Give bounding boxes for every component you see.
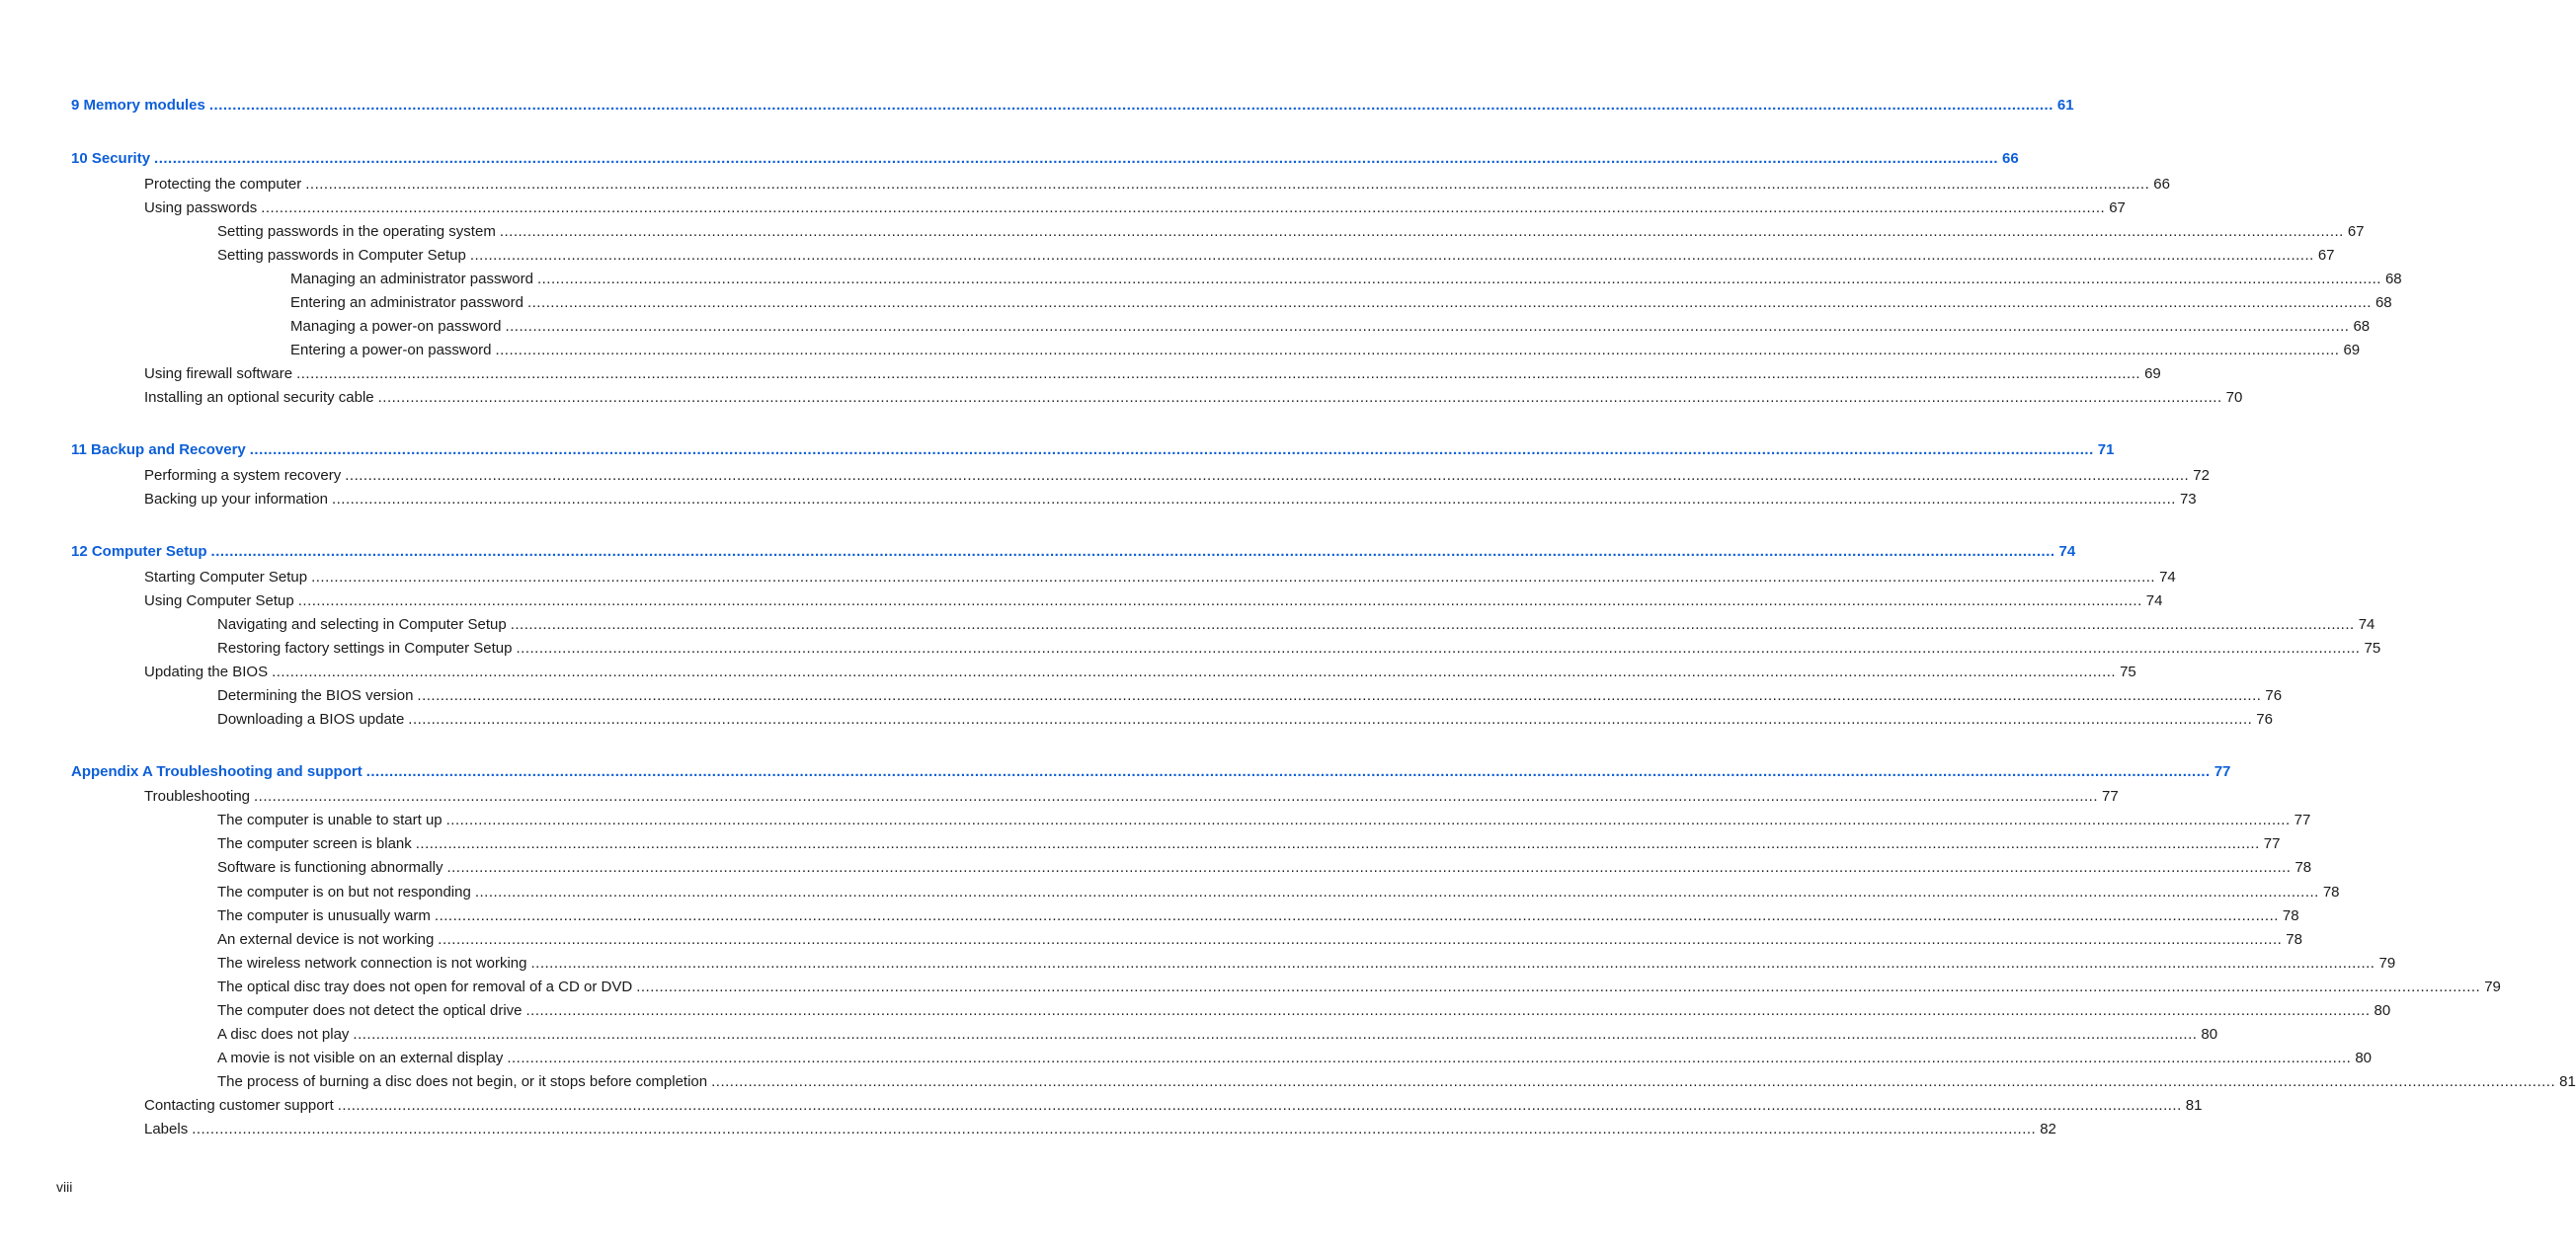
toc-entry-label: Managing an administrator password	[290, 271, 533, 287]
toc-entry[interactable]	[144, 567, 2176, 588]
toc-entry[interactable]	[217, 857, 2312, 879]
toc-entry-page: 71	[2097, 441, 2115, 458]
toc-entry-label: The computer does not detect the optical drive	[217, 1002, 523, 1019]
toc-entry[interactable]	[217, 882, 2340, 903]
toc-entry-page: 61	[2056, 97, 2074, 114]
toc-entry-label: The computer is unable to start up	[217, 812, 443, 828]
dot-leader: ................................................................................................................................................................................................................................................................................................................................................................................................................	[210, 543, 2055, 560]
toc-entry-label: Navigating and selecting in Computer Setup	[217, 616, 507, 633]
toc-entry-page: 77	[2214, 763, 2231, 780]
toc-chapter-entry[interactable]	[71, 541, 2076, 563]
toc-entry-page: 75	[2364, 640, 2381, 657]
toc-entry-page: 68	[2375, 294, 2392, 311]
toc-entry[interactable]	[217, 1071, 2576, 1093]
dot-leader: ................................................................................................................................................................................................................................................................................................................................................................................................................	[254, 788, 2099, 805]
toc-entry[interactable]	[217, 245, 2335, 267]
toc-entry-label: The computer screen is blank	[217, 835, 412, 852]
toc-entry[interactable]	[290, 269, 2402, 290]
toc-entry-page: 76	[2265, 687, 2283, 704]
toc-entry-label: Using firewall software	[144, 365, 293, 382]
toc-entry-page: 69	[2144, 365, 2161, 382]
toc-entry-page: 78	[2294, 859, 2312, 876]
toc-entry[interactable]	[144, 363, 2161, 385]
toc-entry[interactable]	[290, 292, 2392, 314]
dot-leader: ................................................................................................................................................................................................................................................................................................................................................................................................................	[311, 569, 2156, 586]
toc-entry-label: Restoring factory settings in Computer Setup	[217, 640, 513, 657]
toc-entry-label: Troubleshooting	[144, 788, 251, 805]
toc-entry[interactable]	[144, 1119, 2056, 1140]
toc-chapter-entry[interactable]	[71, 439, 2115, 461]
toc-entry-label: Updating the BIOS	[144, 664, 269, 680]
toc-entry[interactable]	[217, 221, 2365, 243]
toc-entry-label: Setting passwords in the operating system	[217, 223, 496, 240]
toc-entry[interactable]	[217, 977, 2501, 998]
dot-leader: ................................................................................................................................................................................................................................................................................................................................................................................................................	[415, 835, 2260, 852]
toc-chapter-entry[interactable]	[71, 761, 2231, 783]
toc-entry[interactable]	[217, 1048, 2373, 1069]
toc-entry-page: 79	[2378, 955, 2396, 972]
toc-entry-label: Contacting customer support	[144, 1097, 334, 1114]
toc-entry-label: Appendix A Troubleshooting and support	[71, 763, 362, 780]
toc-entry-page: 80	[2201, 1026, 2218, 1043]
toc-entry-label: Protecting the computer	[144, 176, 302, 193]
toc-entry-label: Backing up your information	[144, 491, 328, 508]
toc-entry-page: 74	[2145, 592, 2163, 609]
toc-entry-page: 77	[2263, 835, 2281, 852]
toc-entry-page: 74	[2358, 616, 2375, 633]
toc-entry-label: The process of burning a disc does not begin, or it stops before completion	[217, 1073, 708, 1090]
toc-entry-label: Entering an administrator password	[290, 294, 523, 311]
dot-leader: ................................................................................................................................................................................................................................................................................................................................................................................................................	[536, 271, 2381, 287]
toc-entry-label: Entering a power-on password	[290, 342, 492, 358]
toc-entry-page: 66	[2002, 150, 2019, 167]
dot-leader: ................................................................................................................................................................................................................................................................................................................................................................................................................	[507, 1050, 2352, 1066]
toc-entry-label: A disc does not play	[217, 1026, 350, 1043]
dot-leader: ................................................................................................................................................................................................................................................................................................................................................................................................................	[261, 199, 2106, 216]
dot-leader: ................................................................................................................................................................................................................................................................................................................................................................................................................	[417, 687, 2262, 704]
toc-entry-label: The computer is unusually warm	[217, 907, 431, 924]
toc-entry-page: 69	[2343, 342, 2361, 358]
toc-entry[interactable]	[217, 810, 2311, 831]
dot-leader: ................................................................................................................................................................................................................................................................................................................................................................................................................	[499, 223, 2344, 240]
toc-entry-label: The optical disc tray does not open for removal of a CD or DVD	[217, 979, 633, 995]
toc-entry-label: 10 Security	[71, 150, 151, 167]
toc-entry-page: 81	[2185, 1097, 2203, 1114]
toc-entry[interactable]	[217, 709, 2273, 731]
toc-entry[interactable]	[144, 1095, 2203, 1117]
dot-leader: ................................................................................................................................................................................................................................................................................................................................................................................................................	[296, 365, 2141, 382]
toc-entry[interactable]	[144, 387, 2243, 409]
toc-entry-page: 74	[2058, 543, 2076, 560]
toc-entry-page: 70	[2225, 389, 2243, 406]
dot-leader: ................................................................................................................................................................................................................................................................................................................................................................................................................	[525, 1002, 2371, 1019]
dot-leader: ................................................................................................................................................................................................................................................................................................................................................................................................................	[495, 342, 2340, 358]
dot-leader: ................................................................................................................................................................................................................................................................................................................................................................................................................	[636, 979, 2481, 995]
toc-entry-page: 67	[2317, 247, 2335, 264]
toc-entry-label: The computer is on but not responding	[217, 884, 471, 901]
dot-leader: ................................................................................................................................................................................................................................................................................................................................................................................................................	[438, 931, 2283, 948]
toc-entry-page: 79	[2484, 979, 2501, 995]
toc-entry-page: 77	[2102, 788, 2119, 805]
dot-leader: ................................................................................................................................................................................................................................................................................................................................................................................................................	[516, 640, 2361, 657]
toc-entry-page: 82	[2040, 1121, 2056, 1137]
toc-entry-page: 80	[2355, 1050, 2373, 1066]
dot-leader: ................................................................................................................................................................................................................................................................................................................................................................................................................	[408, 711, 2253, 728]
toc-entry[interactable]	[144, 465, 2210, 487]
toc-entry-page: 74	[2159, 569, 2176, 586]
dot-leader: ................................................................................................................................................................................................................................................................................................................................................................................................................	[365, 763, 2211, 780]
toc-entry-label: Starting Computer Setup	[144, 569, 308, 586]
toc-entry-page: 73	[2179, 491, 2197, 508]
dot-leader: ................................................................................................................................................................................................................................................................................................................................................................................................................	[711, 1073, 2556, 1090]
toc-chapter-entry[interactable]	[71, 148, 2019, 170]
toc-entry-label: 9 Memory modules	[71, 97, 205, 114]
dot-leader: ................................................................................................................................................................................................................................................................................................................................................................................................................	[353, 1026, 2198, 1043]
toc-entry-page: 67	[2347, 223, 2365, 240]
toc-entry[interactable]	[144, 662, 2136, 683]
toc-entry-page: 68	[2353, 318, 2371, 335]
toc-entry[interactable]	[290, 340, 2361, 361]
toc-entry-label: 12 Computer Setup	[71, 543, 207, 560]
dot-leader: ................................................................................................................................................................................................................................................................................................................................................................................................................	[445, 812, 2291, 828]
toc-entry-page: 78	[2282, 907, 2299, 924]
toc-entry[interactable]	[217, 953, 2396, 975]
dot-leader: ................................................................................................................................................................................................................................................................................................................................................................................................................	[345, 467, 2190, 484]
toc-entry-label: Using passwords	[144, 199, 258, 216]
toc-entry[interactable]	[217, 1024, 2218, 1046]
toc-entry-label: Installing an optional security cable	[144, 389, 374, 406]
dot-leader: ................................................................................................................................................................................................................................................................................................................................................................................................................	[249, 441, 2094, 458]
toc-entry[interactable]	[217, 614, 2375, 636]
toc-entry[interactable]	[217, 929, 2302, 951]
toc-entry-label: Using Computer Setup	[144, 592, 294, 609]
toc-entry-label: Labels	[144, 1121, 189, 1137]
toc-entry-page: 75	[2120, 664, 2136, 680]
dot-leader: ................................................................................................................................................................................................................................................................................................................................................................................................................	[474, 884, 2319, 901]
toc-entry[interactable]	[144, 786, 2119, 808]
toc-entry[interactable]	[217, 905, 2299, 927]
dot-leader: ................................................................................................................................................................................................................................................................................................................................................................................................................	[530, 955, 2375, 972]
toc-entry-label: Setting passwords in Computer Setup	[217, 247, 466, 264]
toc-entry[interactable]	[217, 833, 2281, 855]
toc-entry-label: Performing a system recovery	[144, 467, 342, 484]
toc-entry[interactable]	[217, 685, 2283, 707]
toc-entry[interactable]	[217, 638, 2381, 660]
dot-leader: ................................................................................................................................................................................................................................................................................................................................................................................................................	[377, 389, 2222, 406]
toc-entry-page: 78	[2286, 931, 2302, 948]
toc-entry-page: 67	[2109, 199, 2126, 216]
page-number: viii	[56, 1179, 73, 1195]
dot-leader: ................................................................................................................................................................................................................................................................................................................................................................................................................	[272, 664, 2117, 680]
toc-entry-label: A movie is not visible on an external display	[217, 1050, 504, 1066]
dot-leader: ................................................................................................................................................................................................................................................................................................................................................................................................................	[154, 150, 1999, 167]
toc-entry-page: 68	[2384, 271, 2402, 287]
dot-leader: ................................................................................................................................................................................................................................................................................................................................................................................................................	[446, 859, 2292, 876]
toc-entry[interactable]	[290, 316, 2371, 338]
dot-leader: ................................................................................................................................................................................................................................................................................................................................................................................................................	[337, 1097, 2182, 1114]
toc-entry-page: 78	[2322, 884, 2340, 901]
toc-entry-label: An external device is not working	[217, 931, 435, 948]
toc-entry-page: 77	[2294, 812, 2311, 828]
toc-entry[interactable]	[144, 489, 2197, 510]
toc-entry-label: Software is functioning abnormally	[217, 859, 443, 876]
dot-leader: ................................................................................................................................................................................................................................................................................................................................................................................................................	[305, 176, 2150, 193]
dot-leader: ................................................................................................................................................................................................................................................................................................................................................................................................................	[510, 616, 2355, 633]
toc-entry-page: 81	[2559, 1073, 2576, 1090]
toc-entry-page: 72	[2193, 467, 2210, 484]
toc-entry-label: Determining the BIOS version	[217, 687, 414, 704]
toc-entry[interactable]	[144, 174, 2170, 196]
toc-entry-label: The wireless network connection is not working	[217, 955, 527, 972]
dot-leader: ................................................................................................................................................................................................................................................................................................................................................................................................................	[331, 491, 2176, 508]
dot-leader: ................................................................................................................................................................................................................................................................................................................................................................................................................	[297, 592, 2142, 609]
toc-entry-page: 76	[2256, 711, 2273, 728]
toc-entry[interactable]	[144, 197, 2126, 219]
toc-entry-page: 80	[2374, 1002, 2391, 1019]
toc-entry[interactable]	[144, 590, 2163, 612]
dot-leader: ................................................................................................................................................................................................................................................................................................................................................................................................................	[469, 247, 2314, 264]
dot-leader: ................................................................................................................................................................................................................................................................................................................................................................................................................	[192, 1121, 2037, 1137]
toc-entry-page: 66	[2153, 176, 2170, 193]
dot-leader: ................................................................................................................................................................................................................................................................................................................................................................................................................	[505, 318, 2350, 335]
toc-entry-label: Downloading a BIOS update	[217, 711, 405, 728]
toc-entry[interactable]	[217, 1000, 2391, 1022]
dot-leader: ................................................................................................................................................................................................................................................................................................................................................................................................................	[208, 97, 2053, 114]
toc-chapter-entry[interactable]	[71, 95, 2074, 117]
toc-entry-label: Managing a power-on password	[290, 318, 502, 335]
dot-leader: ................................................................................................................................................................................................................................................................................................................................................................................................................	[434, 907, 2279, 924]
toc-entry-label: 11 Backup and Recovery	[71, 441, 246, 458]
dot-leader: ................................................................................................................................................................................................................................................................................................................................................................................................................	[526, 294, 2372, 311]
